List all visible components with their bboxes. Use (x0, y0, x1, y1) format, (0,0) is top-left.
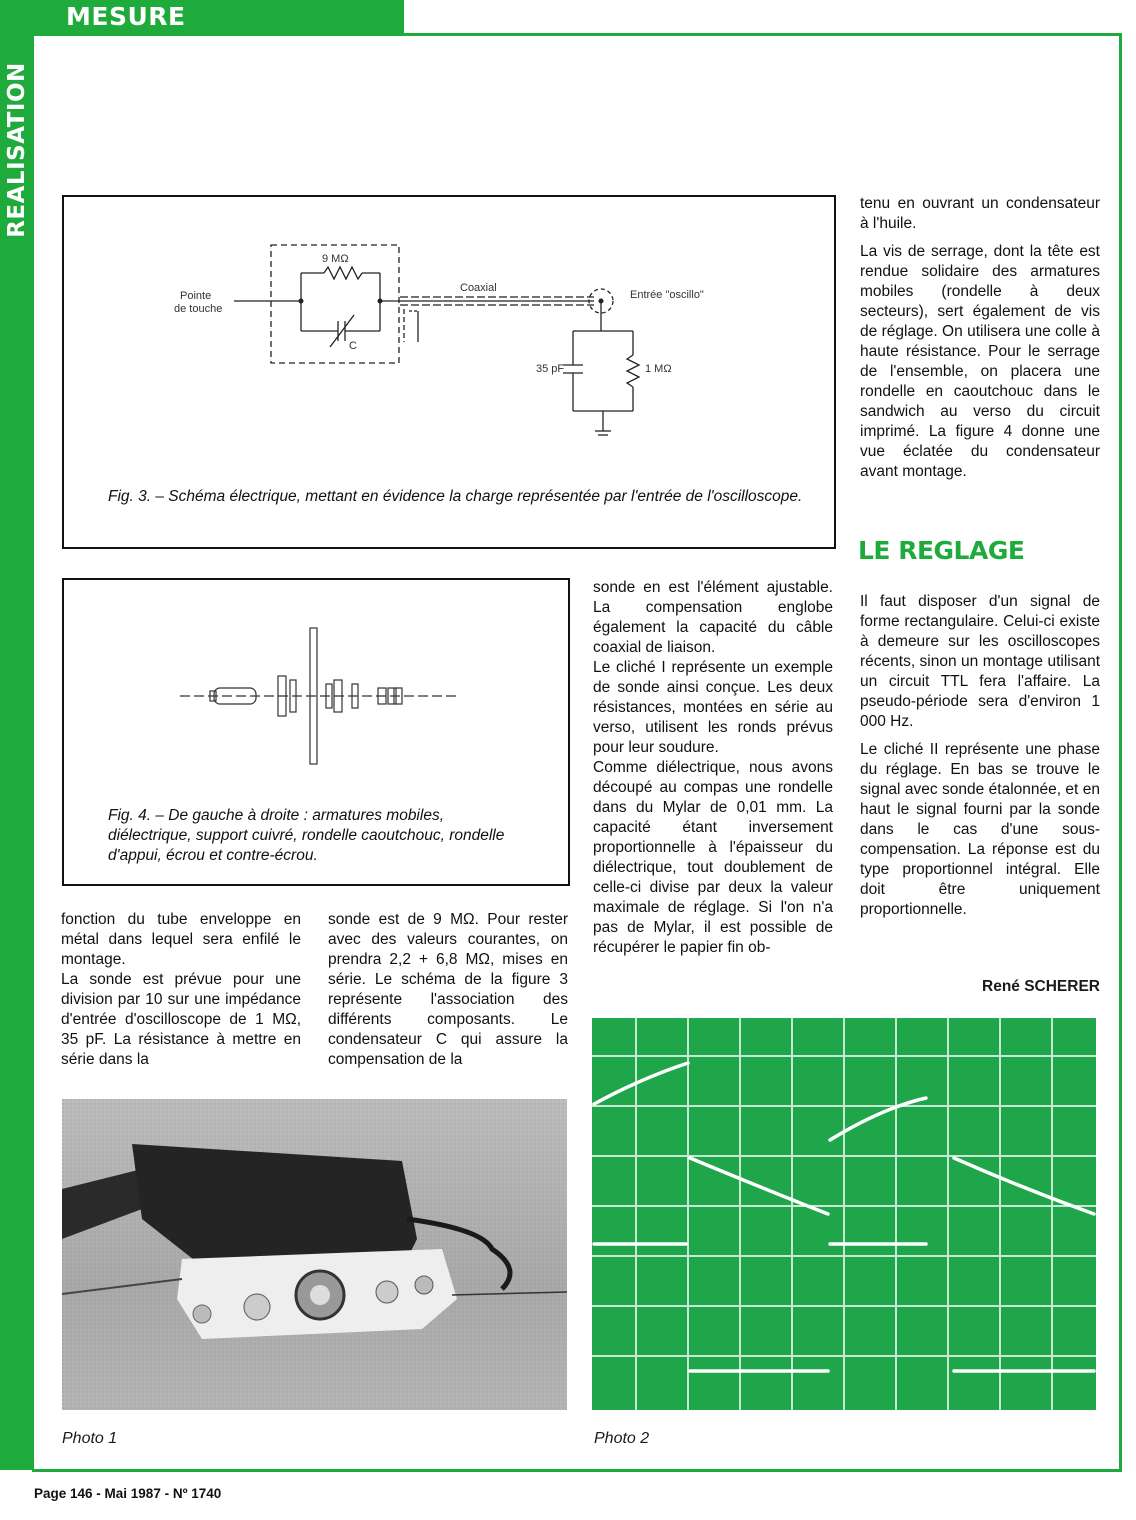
photo-1-caption: Photo 1 (62, 1430, 118, 1447)
middle-paragraph-1: sonde en est l'élément ajustable. La compensation englobe également la capacité du câble coaxial de liaison. (593, 579, 833, 656)
sidebar-band (0, 34, 34, 1470)
page-footer: Page 146 - Mai 1987 - Nº 1740 (34, 1486, 222, 1501)
fig3-label-entree: Entrée "oscillo" (630, 289, 704, 301)
photo-2-caption: Photo 2 (594, 1430, 650, 1447)
middle-paragraph-2: Le cliché I représente un exemple de sonde ainsi conçue. Les deux résistances, montées en série au verso, utilisent les ronds prévus pour leur soudure. (593, 659, 833, 756)
column-b (328, 910, 568, 1070)
reglage-paragraph-1: Il faut disposer d'un signal de forme rectangulaire. Celui-ci existe à demeure sur les oscilloscopes récents, sinon un montage utilisant un circuit TTL fera l'affaire. La pseudo-période sera d'environ 1 000 Hz. (860, 593, 1100, 730)
section-heading-reglage: LE REGLAGE (858, 536, 1025, 565)
fig3-schematic (64, 197, 834, 457)
figure-4 (62, 578, 570, 886)
right-paragraph-2: La vis de serrage, dont la tête est rendue solidaire des armatures mobiles (rondelle à deux secteurs), sert également de vis de réglage. On utilisera une colle à haute résistance. Pour le serrage de l'ensemble, on placera une rondelle en caoutchouc dans le sandwich au verso du circuit imprimé. La figure 4 donne une vue éclatée du condensateur avant montage. (860, 243, 1100, 480)
right-paragraph-1: tenu en ouvrant un condensateur à l'huile. (860, 195, 1100, 232)
photo-1-image (62, 1099, 567, 1410)
middle-paragraph-3: Comme diélectrique, nous avons découpé au compas une rondelle dans du Mylar de 0,01 mm. La capacité étant inversement proportionnelle à l'épaisseur du diélectrique, tout doublement de celle-ci divise par deux la valeur maximale de réglage. Si l'on n'a pas de Mylar, il est possible de récupérer le papier fin ob- (593, 759, 833, 956)
fig3-label-35pf: 35 pF (536, 363, 565, 375)
section-title: MESURE (66, 2, 186, 31)
author: René SCHERER (982, 978, 1100, 995)
column-b-paragraph-1: sonde est de 9 MΩ. Pour rester avec des valeurs courantes, on prendra 2,2 + 6,8 MΩ, mises en série. Le schéma de la figure 3 représente l'association des différents composants. Le condensateur C qui assure la compensation de la (328, 911, 568, 1068)
section-tab (0, 0, 404, 34)
fig3-label-r9: 9 MΩ (322, 253, 349, 265)
fig3-label-c: C (349, 340, 357, 352)
scope-grid (592, 1018, 1096, 1410)
reglage-column (860, 592, 1100, 928)
column-a-paragraph-2: La sonde est prévue pour une division par 10 sur une impédance d'entrée d'oscilloscope de 1 MΩ, 35 pF. La résistance à mettre en série dans la (61, 971, 301, 1068)
column-a-paragraph-1: fonction du tube enveloppe en métal dans lequel sera enfilé le montage. (61, 911, 301, 968)
sidebar-label: REALISATION (4, 62, 30, 238)
probe-photo (62, 1099, 567, 1410)
fig4-caption: Fig. 4. – De gauche à droite : armatures mobiles, diélectrique, support cuivré, rondelle caoutchouc, rondelle d'appui, écrou et contre-écrou. (108, 807, 505, 864)
middle-column (593, 578, 833, 958)
fig3-label-1m: 1 MΩ (645, 363, 672, 375)
fig3-label-de-touche: de touche (174, 303, 223, 315)
fig3-label-coaxial: Coaxial (460, 282, 497, 294)
figure-3 (62, 195, 836, 549)
fig4-exploded-view (64, 580, 568, 780)
oscilloscope-screen (592, 1018, 1096, 1410)
fig3-label-pointe: Pointe (180, 290, 212, 302)
photo-2-image (592, 1018, 1096, 1410)
right-column-top (860, 194, 1100, 490)
column-a (61, 910, 301, 1070)
fig3-caption: Fig. 3. – Schéma électrique, mettant en évidence la charge représentée par l'entrée de l'oscilloscope. (108, 488, 803, 505)
reglage-paragraph-2: Le cliché II représente une phase du réglage. En bas se trouve le signal avec sonde étalonnée, et en haut le signal fourni par la sonde dans le cas d'une sous-compensation. La réponse est du type proportionnel intégral. Elle doit être uniquement proportionnelle. (860, 741, 1100, 918)
